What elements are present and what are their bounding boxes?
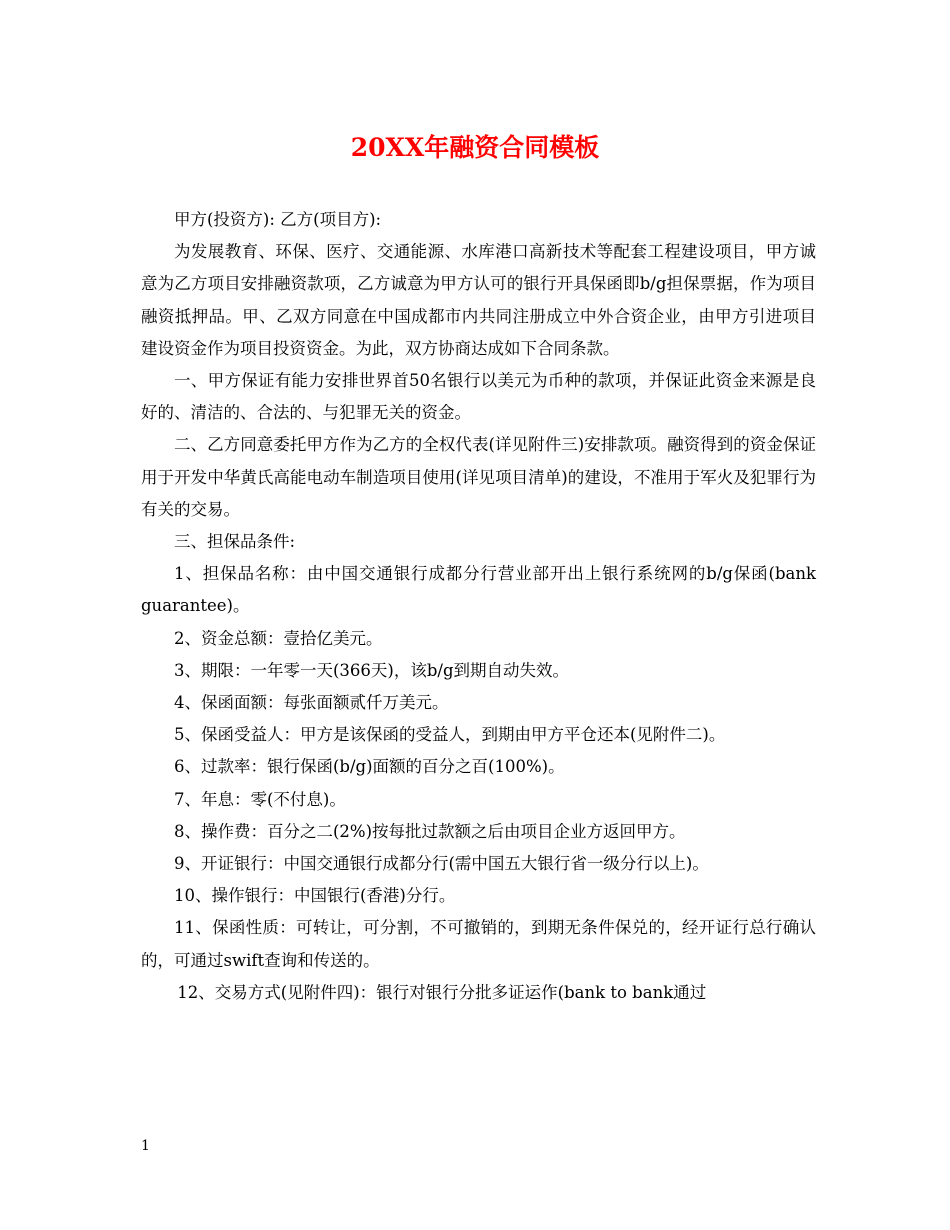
paragraph-item-3: 3、期限：一年零一天(366天)，该b/g到期自动失效。 <box>174 660 570 680</box>
paragraph-clause-3-heading: 三、担保品条件: <box>174 532 296 552</box>
paragraph-item-2: 2、资金总额：壹拾亿美元。 <box>174 628 383 648</box>
paragraph-item-9: 9、开证银行：中国交通银行成都分行(需中国五大银行省一级分行以上)。 <box>174 854 709 874</box>
document-body <box>141 204 816 1009</box>
paragraph-item-6: 6、过款率：银行保函(b/g)面额的百分之百(100%)。 <box>174 757 565 777</box>
paragraph-item-4: 4、保函面额：每张面额贰仟万美元。 <box>174 693 449 713</box>
paragraph-item-5: 5、保函受益人：甲方是该保函的受益人，到期由甲方平仓还本(见附件二)。 <box>174 725 726 745</box>
paragraph-item-1: 1、担保品名称：由中国交通银行成都分行营业部开出上银行系统网的b/g保函(bank guarantee)。 <box>141 564 816 616</box>
page-number: 1 <box>141 1138 150 1154</box>
paragraph-item-12: 12、交易方式(见附件四)：银行对银行分批多证运作(bank to bank通过 <box>177 982 707 1002</box>
paragraph-preamble: 为发展教育、环保、医疗、交通能源、水库港口高新技术等配套工程建设项目，甲方诚意为乙方项目安排融资款项，乙方诚意为甲方认可的银行开具保函即b/g担保票据，作为项目融资抵押品。甲、乙双方同意在中国成都市内共同注册成立中外合资企业，由甲方引进项目建设资金作为项目投资资金。为此，双方协商达成如下合同条款。 <box>141 242 816 358</box>
paragraph-clause-1: 一、甲方保证有能力安排世界首50名银行以美元为币种的款项，并保证此资金来源是良好的、清洁的、合法的、与犯罪无关的资金。 <box>141 371 816 423</box>
paragraph-item-8: 8、操作费：百分之二(2%)按每批过款额之后由项目企业方返回甲方。 <box>174 821 686 841</box>
paragraph-clause-2: 二、乙方同意委托甲方作为乙方的全权代表(详见附件三)安排款项。融资得到的资金保证用于开发中华黄氏高能电动车制造项目使用(详见项目清单)的建设，不准用于军火及犯罪行为有关的交易。 <box>141 435 816 519</box>
document-title: 20XX年融资合同模板 <box>350 133 600 162</box>
paragraph-item-7: 7、年息：零(不付息)。 <box>174 789 346 809</box>
paragraph-item-10: 10、操作银行：中国银行(香港)分行。 <box>174 886 456 906</box>
paragraph-parties: 甲方(投资方): 乙方(项目方): <box>174 210 382 229</box>
paragraph-item-11: 11、保函性质：可转让，可分割，不可撤销的，到期无条件保兑的，经开证行总行确认的，可通过swift查询和传送的。 <box>141 918 816 970</box>
